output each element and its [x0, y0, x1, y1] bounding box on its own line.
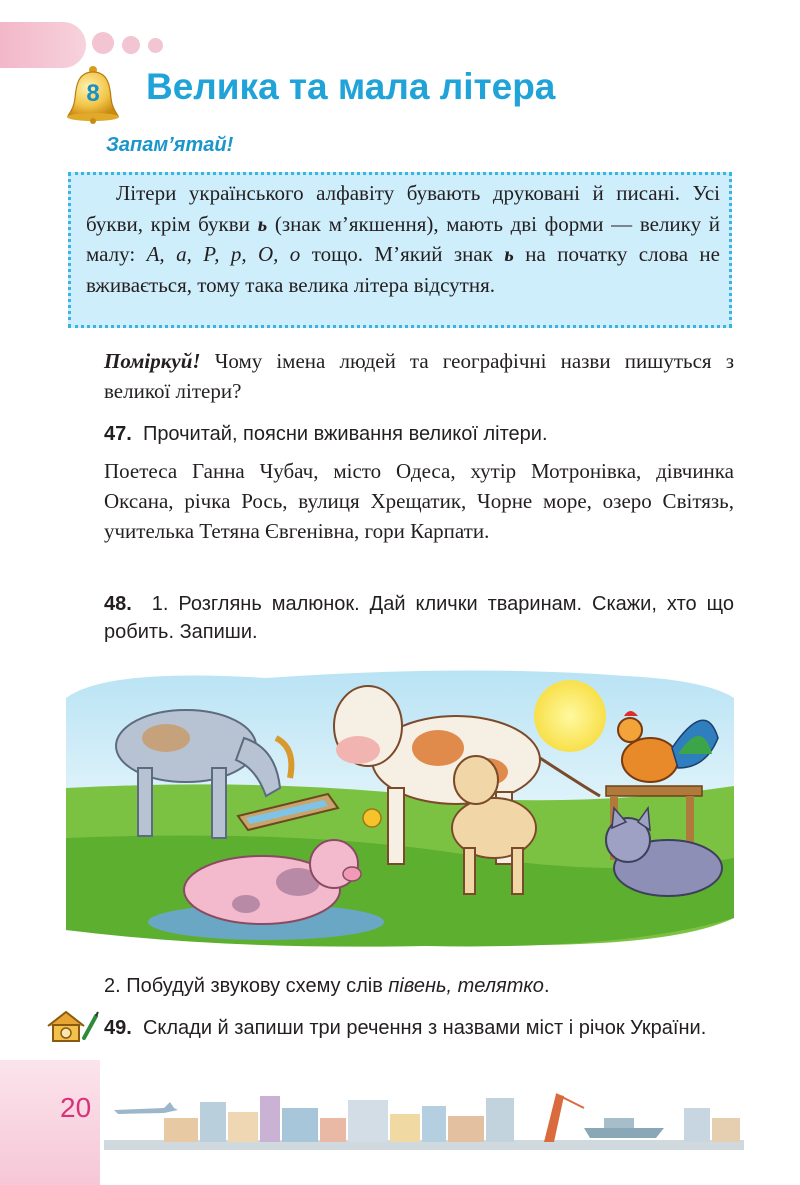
rule-text-part: (знак м’якшення), мають дві форми — велику й малу:	[86, 211, 720, 266]
page-number: 20	[60, 1092, 92, 1123]
header-decoration-dot	[122, 36, 140, 54]
soft-sign: ь	[504, 242, 514, 266]
think-label: Поміркуй!	[104, 349, 201, 373]
header-decoration-dot	[148, 38, 163, 53]
exercise-47-text: Поетеса Ганна Чубач, місто Одеса, хутір Мотронівка, дівчинка Оксана, річка Рось, вулиця Хрещатик, Чорне море, озеро Світязь, учителька Тетяна Євгенівна, гори Карпати.	[104, 459, 734, 543]
exercise-number: 48.	[104, 593, 132, 615]
exercise-number: 47.	[104, 423, 132, 445]
exercise-49	[104, 1014, 734, 1042]
cityscape-decoration	[104, 1088, 744, 1150]
header-decoration-dot	[92, 32, 114, 54]
soft-sign: ь	[257, 211, 268, 236]
remember-label: Запам’ятай!	[106, 134, 234, 156]
lesson-number: 8	[86, 80, 100, 107]
exercise-48-heading	[104, 590, 734, 646]
home-task-icon	[44, 1008, 100, 1044]
think-paragraph	[104, 346, 734, 406]
task-2-words: півень, телятко	[388, 975, 544, 997]
exercise-47-heading	[104, 420, 734, 448]
rule-text-part: Літери українського алфавіту бувають друковані й писані. Усі букви, крім букви	[86, 181, 720, 236]
exercise-48-task-2	[104, 972, 734, 1000]
letter-examples: А, а, Р, р, О, о	[146, 242, 301, 266]
think-text: Чому імена людей та географічні назви пишуться з великої літери?	[104, 349, 734, 403]
rule-text-part: тощо. М’який знак	[300, 242, 505, 266]
farm-animals-illustration	[66, 668, 734, 950]
header-decoration-tab	[0, 22, 86, 68]
exercise-instruction: Склади й запиши три речення з назвами міст і річок України.	[142, 1017, 707, 1039]
task-2-prefix: 2. Побудуй звукову схему слів	[104, 975, 389, 997]
exercise-instruction: Прочитай, поясни вживання великої літери.	[142, 423, 548, 445]
exercise-number: 49.	[104, 1017, 132, 1039]
task-2-suffix: .	[543, 975, 550, 997]
rule-text	[86, 178, 720, 300]
rule-text-part: на початку слова не вживається, тому така велика літера відсутня.	[86, 242, 720, 297]
page-title: Велика та мала літера	[146, 66, 556, 107]
exercise-instruction: 1. Розглянь малюнок. Дай клички тваринам. Скажи, хто що робить. Запиши.	[104, 593, 734, 643]
